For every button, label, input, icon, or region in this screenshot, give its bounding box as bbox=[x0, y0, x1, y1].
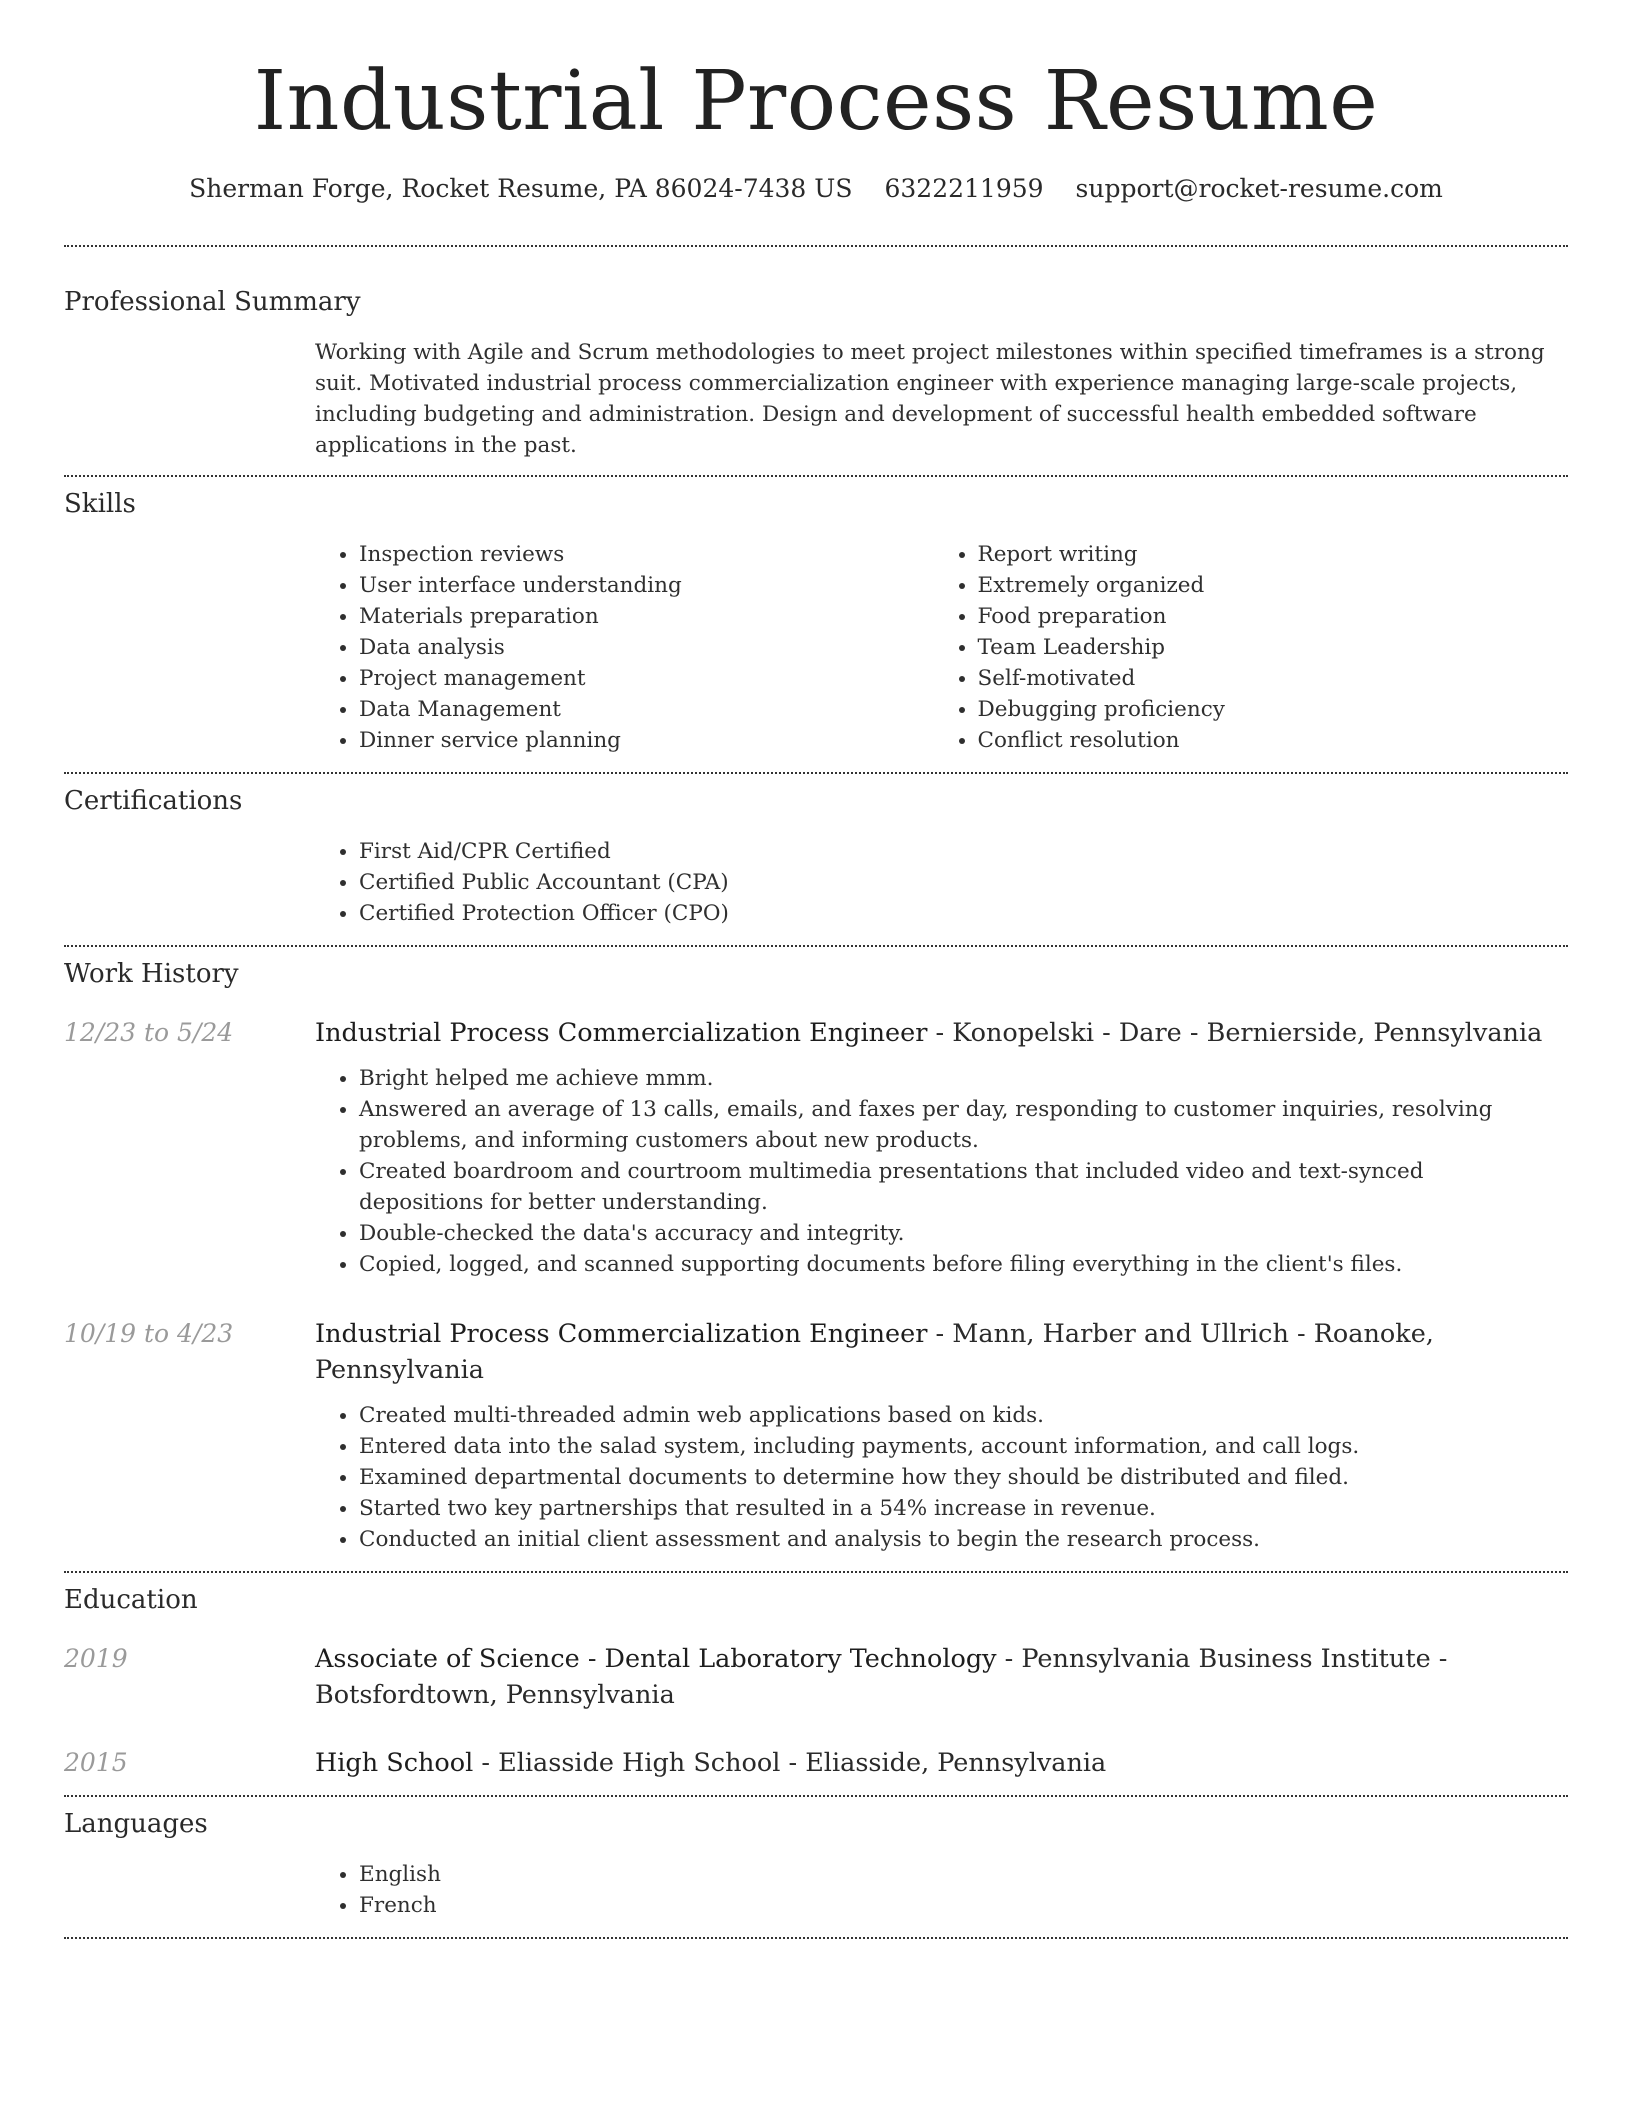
job-role: Industrial Process Commercialization Engineer bbox=[315, 1319, 928, 1349]
skill-item: • Debugging proficiency bbox=[978, 694, 1553, 725]
certification-item: • Certified Protection Officer (CPO) bbox=[359, 898, 1552, 929]
job-details bbox=[315, 1015, 1568, 1280]
skill-item: • Dinner service planning bbox=[359, 725, 934, 756]
job-bullet: • Conducted an initial client assessment and analysis to begin the research process. bbox=[359, 1524, 1552, 1555]
skills-list-right bbox=[934, 539, 1553, 756]
education-school: - Eliasside High School - Eliasside, Pennsylvania bbox=[473, 1748, 1107, 1778]
skill-item: • Inspection reviews bbox=[359, 539, 934, 570]
skill-item: • Team Leadership bbox=[978, 632, 1553, 663]
education-entry bbox=[64, 1745, 1568, 1781]
resume-name: Industrial Process Resume bbox=[253, 54, 1379, 149]
job-bullets bbox=[315, 1063, 1552, 1280]
certification-item: • First Aid/CPR Certified bbox=[359, 836, 1552, 867]
education-school: - Pennsylvania Business Institute - Botsfordtown, Pennsylvania bbox=[315, 1644, 1448, 1710]
skill-item: • Materials preparation bbox=[359, 601, 934, 632]
languages-section bbox=[0, 1797, 1632, 1921]
certifications-section bbox=[0, 774, 1632, 929]
education-entry bbox=[64, 1641, 1568, 1713]
job-employer: - Mann, Harber and Ullrich - Roanoke, Pennsylvania bbox=[315, 1319, 1434, 1385]
skill-item: • User interface understanding bbox=[359, 570, 934, 601]
certifications-list bbox=[315, 836, 1552, 929]
job-bullet: • Entered data into the salad system, including payments, account information, and call logs. bbox=[359, 1431, 1552, 1462]
skill-item: • Conflict resolution bbox=[978, 725, 1553, 756]
education-degree: High School bbox=[315, 1748, 474, 1778]
language-item: • French bbox=[359, 1890, 1552, 1921]
job-role: Industrial Process Commercialization Engineer bbox=[315, 1018, 928, 1048]
job-bullet: • Started two key partnerships that resulted in a 54% increase in revenue. bbox=[359, 1493, 1552, 1524]
education-details bbox=[315, 1641, 1568, 1713]
skill-item: • Report writing bbox=[978, 539, 1553, 570]
job-entry bbox=[64, 1316, 1568, 1555]
job-dates: 10/19 to 4/23 bbox=[64, 1319, 234, 1348]
education-year: 2015 bbox=[64, 1748, 128, 1777]
education-year: 2019 bbox=[64, 1644, 128, 1673]
work-section bbox=[0, 947, 1632, 1555]
job-bullet: • Copied, logged, and scanned supporting documents before filing everything in the client's files. bbox=[359, 1249, 1552, 1280]
skill-item: • Data analysis bbox=[359, 632, 934, 663]
languages-list bbox=[315, 1859, 1552, 1921]
skills-title: Skills bbox=[64, 489, 136, 519]
job-dates: 12/23 to 5/24 bbox=[64, 1018, 234, 1047]
education-degree: Associate of Science - Dental Laboratory Technology bbox=[315, 1644, 997, 1674]
skill-item: • Data Management bbox=[359, 694, 934, 725]
languages-title: Languages bbox=[64, 1809, 208, 1839]
skills-grid bbox=[315, 539, 1552, 756]
skill-item: • Food preparation bbox=[978, 601, 1553, 632]
summary-text: Working with Agile and Scrum methodologies to meet project milestones within specified timeframes is a strong suit. Motivated industrial process commercialization engineer with experience managing large-scale projects, including budgeting and administration. Design and development of successful health embedded software applications in the past. bbox=[315, 340, 1545, 458]
job-bullet: • Created boardroom and courtroom multimedia presentations that included video and text-synced depositions for better understanding. bbox=[359, 1156, 1552, 1218]
skills-section bbox=[0, 477, 1632, 756]
job-employer: - Konopelski - Dare - Bernierside, Pennsylvania bbox=[927, 1018, 1543, 1048]
job-bullet: • Bright helped me achieve mmm. bbox=[359, 1063, 1552, 1094]
job-bullet: • Created multi-threaded admin web applications based on kids. bbox=[359, 1400, 1552, 1431]
skill-item: • Extremely organized bbox=[978, 570, 1553, 601]
job-bullet: • Examined departmental documents to determine how they should be distributed and filed. bbox=[359, 1462, 1552, 1493]
summary-title: Professional Summary bbox=[64, 287, 361, 317]
job-details bbox=[315, 1316, 1568, 1555]
job-bullet: • Answered an average of 13 calls, emails, and faxes per day, responding to customer inquiries, resolving problems, and informing customers about new products. bbox=[359, 1094, 1552, 1156]
certifications-body bbox=[315, 836, 1552, 929]
certifications-title: Certifications bbox=[64, 786, 243, 816]
skill-item: • Project management bbox=[359, 663, 934, 694]
job-title-line bbox=[315, 1015, 1552, 1051]
summary-section bbox=[0, 247, 1632, 461]
education-title: Education bbox=[64, 1585, 198, 1615]
divider bbox=[64, 1937, 1568, 1939]
contact-address: Sherman Forge, Rocket Resume, PA 86024-7438 US bbox=[189, 174, 853, 203]
contact-email: support@rocket-resume.com bbox=[1075, 174, 1443, 203]
job-title-line bbox=[315, 1316, 1552, 1388]
certification-item: • Certified Public Accountant (CPA) bbox=[359, 867, 1552, 898]
job-entry bbox=[64, 1015, 1568, 1280]
language-item: • English bbox=[359, 1859, 1552, 1890]
education-details bbox=[315, 1745, 1568, 1781]
work-title: Work History bbox=[64, 959, 239, 989]
contact-phone: 6322211959 bbox=[884, 174, 1044, 203]
skill-item: • Self-motivated bbox=[978, 663, 1553, 694]
skills-list-left bbox=[315, 539, 934, 756]
job-bullet: • Double-checked the data's accuracy and integrity. bbox=[359, 1218, 1552, 1249]
education-section bbox=[0, 1573, 1632, 1781]
contact-line bbox=[0, 174, 1632, 203]
resume-header bbox=[0, 0, 1632, 203]
job-bullets bbox=[315, 1400, 1552, 1555]
languages-body bbox=[315, 1859, 1552, 1921]
